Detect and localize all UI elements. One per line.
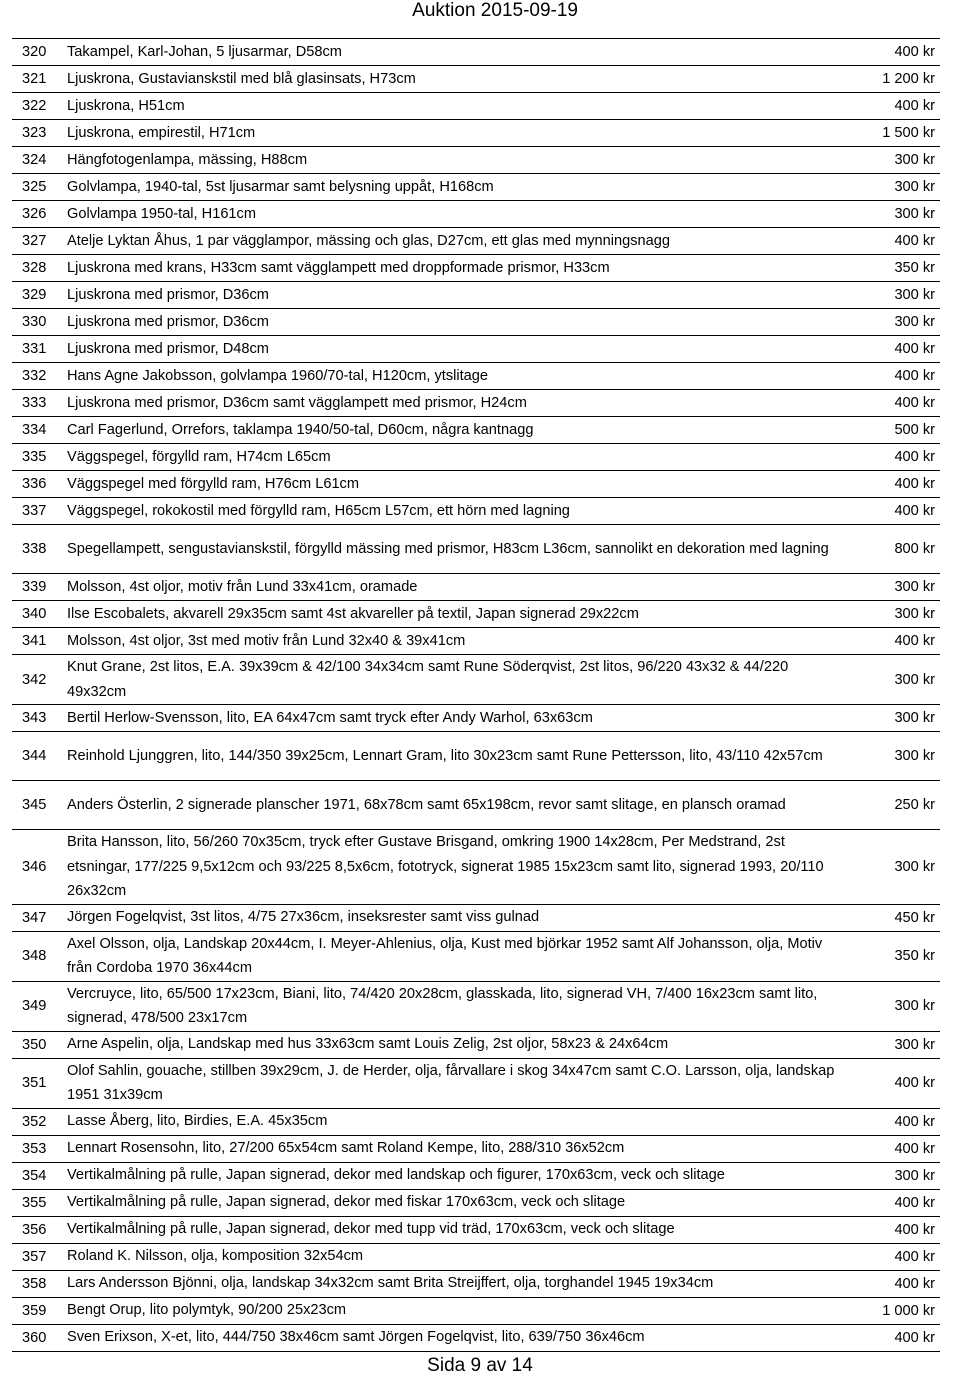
lot-number: 329 xyxy=(12,282,67,309)
lot-description: Golvlampa, 1940-tal, 5st ljusarmar samt belysning uppåt, H168cm xyxy=(67,174,840,201)
table-row xyxy=(12,201,940,228)
lot-description: Carl Fagerlund, Orrefors, taklampa 1940/50-tal, D60cm, några kantnagg xyxy=(67,417,840,444)
lot-price: 350 kr xyxy=(840,255,940,282)
lot-price: 450 kr xyxy=(840,904,940,931)
table-row xyxy=(12,628,940,655)
lot-number: 348 xyxy=(12,931,67,981)
lot-price: 400 kr xyxy=(840,228,940,255)
lot-price: 1 500 kr xyxy=(840,120,940,147)
lot-price: 300 kr xyxy=(840,732,940,781)
lot-price: 300 kr xyxy=(840,1031,940,1058)
lot-description: Lennart Rosensohn, lito, 27/200 65x54cm samt Roland Kempe, lito, 288/310 36x52cm xyxy=(67,1135,840,1162)
lot-description: Bengt Orup, lito polymtyk, 90/200 25x23cm xyxy=(67,1297,840,1324)
lot-description: Roland K. Nilsson, olja, komposition 32x54cm xyxy=(67,1243,840,1270)
table-row xyxy=(12,601,940,628)
table-row xyxy=(12,705,940,732)
lot-number: 346 xyxy=(12,830,67,905)
page-footer: Sida 9 av 14 xyxy=(427,1355,533,1376)
lot-price: 400 kr xyxy=(840,336,940,363)
lot-number: 359 xyxy=(12,1297,67,1324)
lot-description: Ljuskrona, H51cm xyxy=(67,93,840,120)
lot-number: 357 xyxy=(12,1243,67,1270)
lot-description: Jörgen Fogelqvist, 3st litos, 4/75 27x36cm, inseksrester samt viss gulnad xyxy=(67,904,840,931)
lot-price: 250 kr xyxy=(840,781,940,830)
lot-number: 328 xyxy=(12,255,67,282)
lot-description: Ljuskrona med prismor, D36cm xyxy=(67,309,840,336)
lot-number: 354 xyxy=(12,1162,67,1189)
table-row xyxy=(12,1324,940,1351)
lot-price: 400 kr xyxy=(840,39,940,66)
lot-price: 400 kr xyxy=(840,628,940,655)
lot-price: 300 kr xyxy=(840,705,940,732)
table-row xyxy=(12,39,940,66)
table-row xyxy=(12,1162,940,1189)
table-row xyxy=(12,336,940,363)
lot-description: Ljuskrona med prismor, D36cm xyxy=(67,282,840,309)
lot-price: 400 kr xyxy=(840,498,940,525)
lot-description: Väggspegel, rokokostil med förgylld ram, H65cm L57cm, ett hörn med lagning xyxy=(67,498,840,525)
table-row xyxy=(12,174,940,201)
lot-price: 300 kr xyxy=(840,201,940,228)
lot-description: Axel Olsson, olja, Landskap 20x44cm, I. Meyer-Ahlenius, olja, Kust med björkar 1952 samt Alf Johansson, olja, Motiv från Cordoba 1970 36x44cm xyxy=(67,931,840,981)
table-row xyxy=(12,1216,940,1243)
table-row xyxy=(12,830,940,905)
lot-number: 330 xyxy=(12,309,67,336)
lot-description: Ljuskrona, Gustavianskstil med blå glasinsats, H73cm xyxy=(67,66,840,93)
auction-catalog-table xyxy=(12,38,940,1352)
lot-number: 345 xyxy=(12,781,67,830)
lot-price: 300 kr xyxy=(840,282,940,309)
lot-description: Väggspegel, förgylld ram, H74cm L65cm xyxy=(67,444,840,471)
lot-number: 347 xyxy=(12,904,67,931)
lot-number: 339 xyxy=(12,574,67,601)
lot-description: Ljuskrona med prismor, D48cm xyxy=(67,336,840,363)
lot-number: 337 xyxy=(12,498,67,525)
lot-price: 800 kr xyxy=(840,525,940,574)
lot-number: 331 xyxy=(12,336,67,363)
lot-description: Lars Andersson Bjönni, olja, landskap 34x32cm samt Brita Streijffert, olja, torghandel 1945 19x34cm xyxy=(67,1270,840,1297)
lot-description: Sven Erixson, X-et, lito, 444/750 38x46cm samt Jörgen Fogelqvist, lito, 639/750 36x46cm xyxy=(67,1324,840,1351)
lot-number: 341 xyxy=(12,628,67,655)
table-row xyxy=(12,1270,940,1297)
table-row xyxy=(12,1108,940,1135)
table-row xyxy=(12,390,940,417)
lot-number: 355 xyxy=(12,1189,67,1216)
lot-price: 300 kr xyxy=(840,574,940,601)
lot-number: 356 xyxy=(12,1216,67,1243)
table-row xyxy=(12,363,940,390)
lot-number: 353 xyxy=(12,1135,67,1162)
lot-price: 400 kr xyxy=(840,471,940,498)
table-row xyxy=(12,732,940,781)
lot-price: 1 200 kr xyxy=(840,66,940,93)
lot-description: Hans Agne Jakobsson, golvlampa 1960/70-tal, H120cm, ytslitage xyxy=(67,363,840,390)
table-row xyxy=(12,66,940,93)
lot-description: Knut Grane, 2st litos, E.A. 39x39cm & 42/100 34x34cm samt Rune Söderqvist, 2st litos, 96/220 43x32 & 44/220 49x32cm xyxy=(67,655,840,705)
lot-description: Ilse Escobalets, akvarell 29x35cm samt 4st akvareller på textil, Japan signerad 29x22cm xyxy=(67,601,840,628)
lot-number: 352 xyxy=(12,1108,67,1135)
lot-price: 300 kr xyxy=(840,309,940,336)
table-row xyxy=(12,282,940,309)
lot-price: 400 kr xyxy=(840,444,940,471)
lot-description: Ljuskrona med krans, H33cm samt vägglampett med droppformade prismor, H33cm xyxy=(67,255,840,282)
lot-number: 349 xyxy=(12,981,67,1031)
lot-price: 400 kr xyxy=(840,1243,940,1270)
table-row xyxy=(12,931,940,981)
table-row xyxy=(12,574,940,601)
lot-price: 400 kr xyxy=(840,363,940,390)
lot-description: Vertikalmålning på rulle, Japan signerad, dekor med fiskar 170x63cm, veck och slitage xyxy=(67,1189,840,1216)
table-row xyxy=(12,1189,940,1216)
lot-description: Brita Hansson, lito, 56/260 70x35cm, tryck efter Gustave Brisgand, omkring 1900 14x28cm, Per Medstrand, 2st etsningar, 177/225 9,5x12cm och 93/225 8,5x6cm, fototryck, signerat 1985 15x23cm samt lito, signerad 1993, 20/110 26x32cm xyxy=(67,830,840,905)
lot-number: 350 xyxy=(12,1031,67,1058)
lot-description: Molsson, 4st oljor, 3st med motiv från Lund 32x40 & 39x41cm xyxy=(67,628,840,655)
lot-number: 342 xyxy=(12,655,67,705)
lot-description: Arne Aspelin, olja, Landskap med hus 33x63cm samt Louis Zelig, 2st oljor, 58x23 & 24x64cm xyxy=(67,1031,840,1058)
lot-number: 333 xyxy=(12,390,67,417)
lot-description: Olof Sahlin, gouache, stillben 39x29cm, J. de Herder, olja, fårvallare i skog 34x47cm samt C.O. Larsson, olja, landskap 1951 31x39cm xyxy=(67,1058,840,1108)
page-header: Auktion 2015-09-19 xyxy=(412,0,578,21)
table-row xyxy=(12,228,940,255)
lot-number: 336 xyxy=(12,471,67,498)
lot-description: Ljuskrona med prismor, D36cm samt vägglampett med prismor, H24cm xyxy=(67,390,840,417)
lot-number: 332 xyxy=(12,363,67,390)
lot-number: 335 xyxy=(12,444,67,471)
lot-price: 400 kr xyxy=(840,1270,940,1297)
lot-number: 321 xyxy=(12,66,67,93)
table-row xyxy=(12,120,940,147)
lot-number: 340 xyxy=(12,601,67,628)
lot-price: 300 kr xyxy=(840,655,940,705)
table-row xyxy=(12,444,940,471)
lot-number: 326 xyxy=(12,201,67,228)
table-row xyxy=(12,1297,940,1324)
lot-number: 327 xyxy=(12,228,67,255)
lot-price: 500 kr xyxy=(840,417,940,444)
table-row xyxy=(12,981,940,1031)
lot-price: 400 kr xyxy=(840,1108,940,1135)
lot-price: 300 kr xyxy=(840,601,940,628)
lot-description: Vertikalmålning på rulle, Japan signerad, dekor med landskap och figurer, 170x63cm, veck och slitage xyxy=(67,1162,840,1189)
lot-description: Spegellampett, sengustavianskstil, förgylld mässing med prismor, H83cm L36cm, sannolikt en dekoration med lagning xyxy=(67,525,840,574)
lot-price: 400 kr xyxy=(840,1189,940,1216)
lot-description: Atelje Lyktan Åhus, 1 par vägglampor, mässing och glas, D27cm, ett glas med mynningsnagg xyxy=(67,228,840,255)
lot-price: 1 000 kr xyxy=(840,1297,940,1324)
lot-number: 351 xyxy=(12,1058,67,1108)
table-row xyxy=(12,1135,940,1162)
lot-number: 325 xyxy=(12,174,67,201)
lot-description: Lasse Åberg, lito, Birdies, E.A. 45x35cm xyxy=(67,1108,840,1135)
lot-price: 400 kr xyxy=(840,1216,940,1243)
lot-description: Väggspegel med förgylld ram, H76cm L61cm xyxy=(67,471,840,498)
lot-description: Golvlampa 1950-tal, H161cm xyxy=(67,201,840,228)
table-row xyxy=(12,655,940,705)
lot-number: 344 xyxy=(12,732,67,781)
lot-price: 400 kr xyxy=(840,1135,940,1162)
table-row xyxy=(12,147,940,174)
table-row xyxy=(12,904,940,931)
lot-number: 338 xyxy=(12,525,67,574)
lot-price: 400 kr xyxy=(840,390,940,417)
table-row xyxy=(12,1031,940,1058)
table-row xyxy=(12,1058,940,1108)
table-row xyxy=(12,498,940,525)
lot-description: Bertil Herlow-Svensson, lito, EA 64x47cm samt tryck efter Andy Warhol, 63x63cm xyxy=(67,705,840,732)
table-row xyxy=(12,1243,940,1270)
lot-price: 350 kr xyxy=(840,931,940,981)
lot-description: Takampel, Karl-Johan, 5 ljusarmar, D58cm xyxy=(67,39,840,66)
lot-price: 300 kr xyxy=(840,830,940,905)
lot-description: Ljuskrona, empirestil, H71cm xyxy=(67,120,840,147)
lot-description: Hängfotogenlampa, mässing, H88cm xyxy=(67,147,840,174)
lot-description: Molsson, 4st oljor, motiv från Lund 33x41cm, oramade xyxy=(67,574,840,601)
catalog-body xyxy=(12,39,940,1352)
table-row xyxy=(12,417,940,444)
table-row xyxy=(12,781,940,830)
lot-description: Vertikalmålning på rulle, Japan signerad, dekor med tupp vid träd, 170x63cm, veck och slitage xyxy=(67,1216,840,1243)
lot-number: 358 xyxy=(12,1270,67,1297)
lot-description: Anders Österlin, 2 signerade planscher 1971, 68x78cm samt 65x198cm, revor samt slitage, en plansch oramad xyxy=(67,781,840,830)
table-row xyxy=(12,525,940,574)
lot-number: 334 xyxy=(12,417,67,444)
lot-number: 343 xyxy=(12,705,67,732)
lot-price: 300 kr xyxy=(840,1162,940,1189)
lot-price: 300 kr xyxy=(840,174,940,201)
lot-price: 400 kr xyxy=(840,93,940,120)
lot-price: 400 kr xyxy=(840,1324,940,1351)
table-row xyxy=(12,255,940,282)
lot-number: 323 xyxy=(12,120,67,147)
table-row xyxy=(12,309,940,336)
lot-description: Reinhold Ljunggren, lito, 144/350 39x25cm, Lennart Gram, lito 30x23cm samt Rune Pettersson, lito, 43/110 42x57cm xyxy=(67,732,840,781)
table-row xyxy=(12,93,940,120)
lot-number: 322 xyxy=(12,93,67,120)
lot-price: 300 kr xyxy=(840,147,940,174)
lot-number: 360 xyxy=(12,1324,67,1351)
lot-description: Vercruyce, lito, 65/500 17x23cm, Biani, lito, 74/420 20x28cm, glasskada, lito, signerad VH, 7/400 16x23cm samt lito, signerad, 478/500 23x17cm xyxy=(67,981,840,1031)
table-row xyxy=(12,471,940,498)
lot-number: 320 xyxy=(12,39,67,66)
lot-price: 400 kr xyxy=(840,1058,940,1108)
lot-number: 324 xyxy=(12,147,67,174)
lot-price: 300 kr xyxy=(840,981,940,1031)
